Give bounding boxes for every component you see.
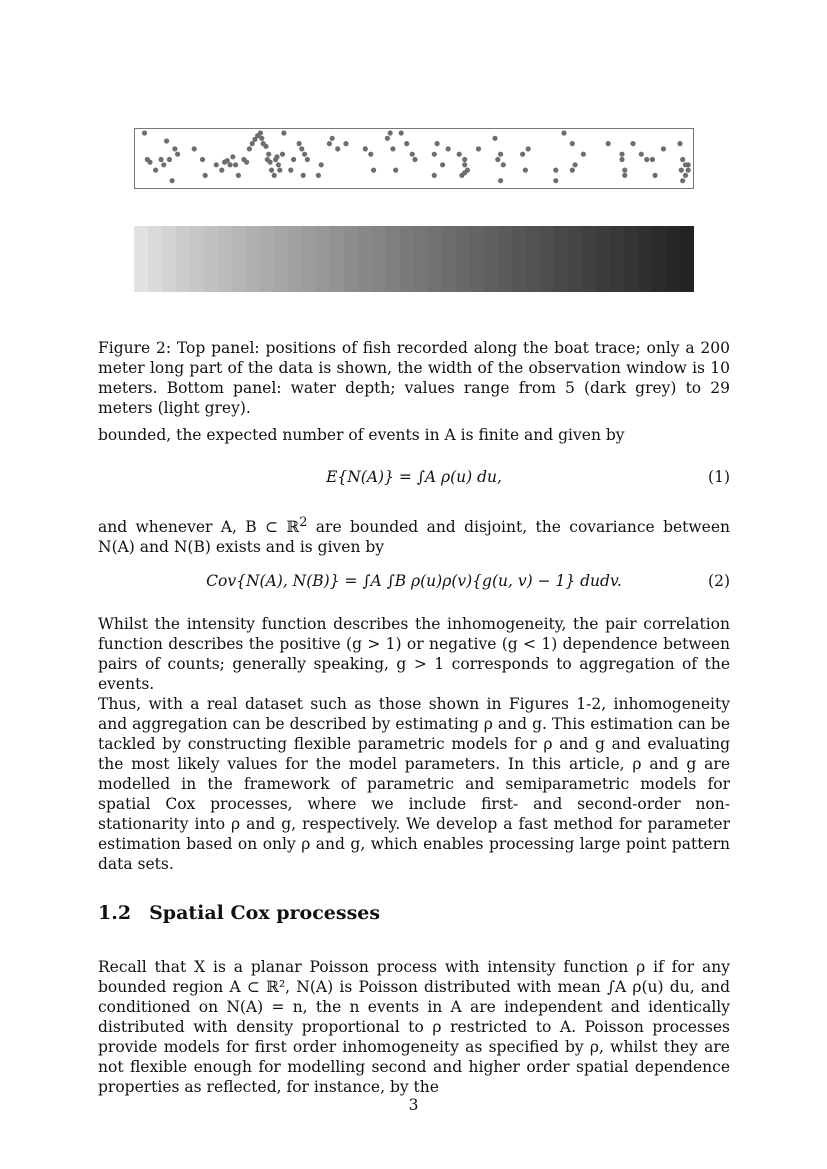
fish-point — [683, 173, 688, 178]
depth-band — [204, 226, 219, 292]
fish-scatter-plot — [135, 129, 695, 190]
fish-point — [606, 141, 611, 146]
depth-band — [498, 226, 513, 292]
paragraph-2-sup: 2 — [299, 515, 308, 530]
depth-band — [456, 226, 471, 292]
depth-band — [232, 226, 247, 292]
fish-point — [501, 162, 506, 167]
depth-band — [162, 226, 177, 292]
depth-band — [218, 226, 233, 292]
fish-point — [233, 162, 238, 167]
depth-band — [190, 226, 205, 292]
fish-point — [159, 157, 164, 162]
fish-point — [299, 146, 304, 151]
depth-band — [288, 226, 303, 292]
depth-band — [442, 226, 457, 292]
depth-band — [470, 226, 485, 292]
fish-point — [650, 157, 655, 162]
fish-point — [686, 162, 691, 167]
equation-1 — [98, 462, 730, 494]
fish-point — [462, 157, 467, 162]
page-number: 3 — [408, 1096, 419, 1114]
depth-band — [652, 226, 667, 292]
depth-band — [246, 226, 261, 292]
fish-point — [172, 146, 177, 151]
fish-point — [440, 162, 445, 167]
fish-point — [520, 152, 525, 157]
fish-point — [301, 173, 306, 178]
depth-band — [344, 226, 359, 292]
fish-point — [435, 141, 440, 146]
fish-point — [661, 146, 666, 151]
depth-band — [274, 226, 289, 292]
fish-point — [277, 168, 282, 173]
fish-point — [432, 152, 437, 157]
paragraph-1-text: bounded, the expected number of events in A is finite and given by — [98, 426, 625, 444]
fish-point — [164, 138, 169, 143]
depth-band — [666, 226, 681, 292]
equation-2-body: Cov{N(A), N(B)} = ∫A ∫B ρ(u)ρ(v){g(u, v) − 1} dudv. — [206, 572, 622, 590]
fish-point — [142, 130, 147, 135]
depth-band — [330, 226, 345, 292]
fish-point — [390, 146, 395, 151]
fish-point — [319, 162, 324, 167]
depth-band — [680, 226, 694, 292]
depth-band — [358, 226, 373, 292]
fish-point — [266, 152, 271, 157]
depth-band — [624, 226, 639, 292]
fish-point — [459, 173, 464, 178]
fish-point — [476, 146, 481, 151]
paragraph-2 — [98, 513, 730, 557]
fish-point — [523, 168, 528, 173]
equation-2-label: (2) — [708, 572, 730, 590]
fish-point — [680, 178, 685, 183]
paragraph-1 — [98, 425, 730, 445]
fish-point — [363, 146, 368, 151]
fish-point — [457, 152, 462, 157]
fish-point — [330, 136, 335, 141]
fish-point — [404, 141, 409, 146]
fish-point — [228, 162, 233, 167]
fish-point — [561, 130, 566, 135]
fish-point — [498, 152, 503, 157]
fish-point — [619, 157, 624, 162]
fish-point — [247, 146, 252, 151]
fish-point — [399, 130, 404, 135]
fish-positions-panel — [134, 128, 694, 189]
fish-point — [432, 173, 437, 178]
fish-point — [291, 157, 296, 162]
fish-point — [281, 130, 286, 135]
paragraph-4 — [98, 694, 730, 874]
depth-gradient — [134, 226, 694, 292]
fish-point — [147, 160, 152, 165]
fish-point — [175, 152, 180, 157]
fish-point — [244, 160, 249, 165]
fish-point — [388, 130, 393, 135]
fish-point — [305, 157, 310, 162]
fish-point — [639, 152, 644, 157]
depth-band — [386, 226, 401, 292]
fish-point — [192, 146, 197, 151]
fish-point — [161, 162, 166, 167]
fish-point — [302, 152, 307, 157]
fish-point — [622, 168, 627, 173]
fish-point — [335, 146, 340, 151]
depth-band — [610, 226, 625, 292]
depth-band — [260, 226, 275, 292]
fish-point — [280, 152, 285, 157]
fish-point — [653, 173, 658, 178]
fish-point — [230, 154, 235, 159]
fish-point — [200, 157, 205, 162]
fish-point — [630, 141, 635, 146]
paragraph-3 — [98, 614, 730, 694]
depth-band — [176, 226, 191, 292]
fish-point — [410, 152, 415, 157]
depth-band — [316, 226, 331, 292]
paragraph-2-text — [98, 513, 730, 557]
fish-point — [644, 157, 649, 162]
fish-point — [219, 168, 224, 173]
depth-band — [582, 226, 597, 292]
caption-text: Figure 2: Top panel: positions of fish recorded along the boat trace; only a 200 meter long part of the data is shown, the width of the observation window is 10 meters. Bottom panel: water depth; values range from 5 (dark grey) to 29 meters (light grey). — [98, 339, 730, 417]
fish-point — [203, 173, 208, 178]
fish-point — [498, 178, 503, 183]
fish-point — [268, 160, 273, 165]
fish-point — [153, 168, 158, 173]
fish-point — [570, 168, 575, 173]
fish-point — [526, 146, 531, 151]
equation-2 — [98, 566, 730, 598]
fish-point — [385, 136, 390, 141]
depth-band — [372, 226, 387, 292]
depth-band — [568, 226, 583, 292]
section-title-text: Spatial Cox processes — [149, 902, 381, 924]
figure-caption — [98, 338, 730, 418]
equation-1-label: (1) — [708, 468, 730, 486]
fish-point — [679, 168, 684, 173]
paragraph-5 — [98, 957, 730, 1097]
depth-band — [526, 226, 541, 292]
depth-band — [638, 226, 653, 292]
paragraph-5-text: Recall that X is a planar Poisson process with intensity function ρ if for any bounded region A ⊂ ℝ², N(A) is Poisson distributed with mean ∫A ρ(u) du, and conditioned on N(A) = n, the n events in A are independent and identically distributed with density proportional to ρ restricted to A. Poisson processes provide models for first order inhomogeneity as specified by ρ, whilst they are not flexible enough for modelling second and higher order spatial dependence properties as reflected, for instance, by the — [98, 958, 730, 1096]
section-heading — [98, 902, 380, 924]
fish-point — [622, 173, 627, 178]
fish-point — [446, 146, 451, 151]
depth-band — [512, 226, 527, 292]
fish-point — [276, 162, 281, 167]
fish-point — [581, 152, 586, 157]
fish-point — [573, 162, 578, 167]
fish-point — [619, 152, 624, 157]
fish-point — [462, 162, 467, 167]
section-number: 1.2 — [98, 902, 132, 924]
fish-point — [343, 141, 348, 146]
fish-point — [393, 168, 398, 173]
fish-point — [170, 178, 175, 183]
depth-band — [414, 226, 429, 292]
fish-point — [269, 168, 274, 173]
depth-band — [302, 226, 317, 292]
fish-point — [167, 157, 172, 162]
fish-point — [272, 173, 277, 178]
fish-point — [553, 178, 558, 183]
paragraph-3-text: Whilst the intensity function describes the inhomogeneity, the pair correlation function describes the positive (g > 1) or negative (g < 1) dependence between pairs of counts; generally speaking, g > 1 corresponds to aggregation of the events. — [98, 615, 730, 693]
depth-band — [428, 226, 443, 292]
fish-point — [553, 168, 558, 173]
fish-point — [371, 168, 376, 173]
fish-point — [236, 173, 241, 178]
fish-point — [297, 141, 302, 146]
fish-point — [259, 136, 264, 141]
fish-point — [412, 157, 417, 162]
depth-band — [554, 226, 569, 292]
paragraph-2b: are bounded and disjoint, the covariance between N(A) and N(B) exists and is given by — [98, 518, 730, 557]
depth-band — [540, 226, 555, 292]
fish-point — [214, 162, 219, 167]
depth-band — [484, 226, 499, 292]
depth-band — [148, 226, 163, 292]
fish-point — [258, 130, 263, 135]
fish-point — [327, 141, 332, 146]
fish-point — [263, 144, 268, 149]
depth-band — [134, 226, 149, 292]
equation-1-body: E{N(A)} = ∫A ρ(u) du, — [326, 468, 502, 486]
fish-point — [680, 157, 685, 162]
fish-point — [686, 168, 691, 173]
fish-point — [316, 173, 321, 178]
depth-band — [596, 226, 611, 292]
paragraph-4-text: Thus, with a real dataset such as those shown in Figures 1-2, inhomogeneity and aggregation can be described by estimating ρ and g. This estimation can be tackled by constructing flexible parametric models for ρ and g and evaluating the most likely values for the model parameters. In this article, ρ and g are modelled in the framework of parametric and semiparametric models for spatial Cox processes, where we include first- and second-order non-stationarity into ρ and g, respectively. We develop a fast method for parameter estimation based on only ρ and g, which enables processing large point pattern data sets. — [98, 695, 730, 873]
fish-point — [368, 152, 373, 157]
fish-point — [288, 168, 293, 173]
depth-band — [400, 226, 415, 292]
water-depth-panel — [134, 226, 694, 292]
paragraph-2a: and whenever A, B ⊂ ℝ — [98, 518, 300, 537]
fish-point — [677, 141, 682, 146]
fish-point — [274, 154, 279, 159]
fish-point — [492, 136, 497, 141]
fish-point — [495, 157, 500, 162]
fish-point — [570, 141, 575, 146]
